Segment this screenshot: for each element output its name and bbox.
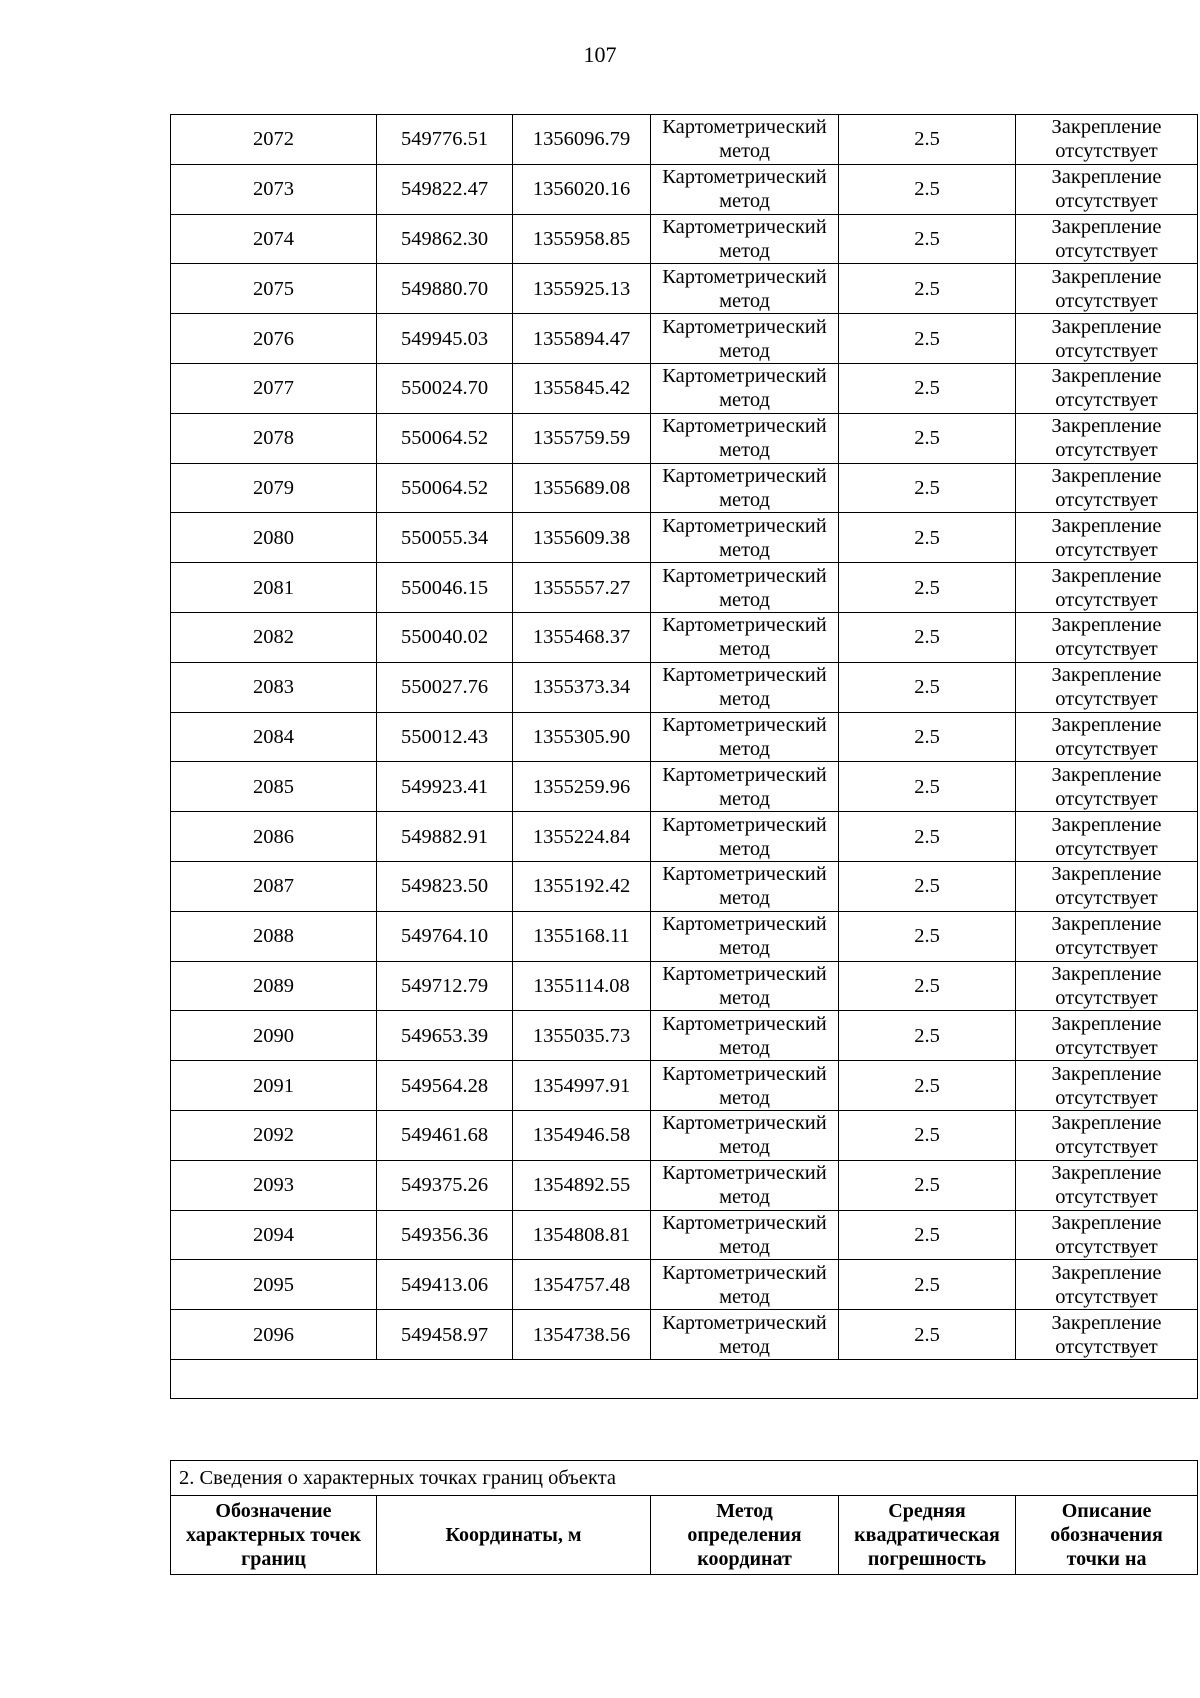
method-cell bbox=[651, 363, 839, 413]
description-cell-line: Закрепление bbox=[1051, 464, 1162, 487]
table-row bbox=[171, 712, 1198, 762]
method-cell bbox=[651, 1210, 839, 1260]
description-cell-line: Закрепление bbox=[1051, 215, 1162, 238]
point-id-cell: 2093 bbox=[171, 1160, 377, 1210]
description-cell-line: отсутствует bbox=[1055, 688, 1158, 711]
table-row bbox=[171, 363, 1198, 413]
header-point-line: границ bbox=[241, 1548, 306, 1570]
description-cell-line: Закрепление bbox=[1051, 913, 1162, 936]
table-row bbox=[171, 961, 1198, 1011]
table-row bbox=[171, 214, 1198, 264]
header-desc-line: Описание bbox=[1061, 1500, 1152, 1522]
method-cell-line: метод bbox=[719, 538, 770, 561]
point-id-cell: 2075 bbox=[171, 264, 377, 314]
accuracy-cell: 2.5 bbox=[839, 314, 1016, 364]
point-id-cell: 2083 bbox=[171, 662, 377, 712]
method-cell-line: Картометрический bbox=[662, 265, 827, 288]
method-cell-line: Картометрический bbox=[662, 813, 827, 836]
x-coordinate-cell: 549945.03 bbox=[377, 314, 513, 364]
method-cell-line: Картометрический bbox=[662, 1012, 827, 1035]
description-cell-line: отсутствует bbox=[1055, 339, 1158, 362]
accuracy-cell: 2.5 bbox=[839, 662, 1016, 712]
method-cell-line: Картометрический bbox=[662, 763, 827, 786]
accuracy-cell: 2.5 bbox=[839, 363, 1016, 413]
description-cell-line: Закрепление bbox=[1051, 1062, 1162, 1085]
description-cell bbox=[1016, 1110, 1198, 1160]
x-coordinate-cell: 550064.52 bbox=[377, 463, 513, 513]
method-cell bbox=[651, 612, 839, 662]
method-cell bbox=[651, 314, 839, 364]
description-cell bbox=[1016, 662, 1198, 712]
table-row bbox=[171, 911, 1198, 961]
x-coordinate-cell: 549653.39 bbox=[377, 1011, 513, 1061]
accuracy-cell: 2.5 bbox=[839, 961, 1016, 1011]
point-id-cell: 2074 bbox=[171, 214, 377, 264]
description-cell-line: Закрепление bbox=[1051, 1012, 1162, 1035]
method-cell-line: метод bbox=[719, 937, 770, 960]
method-cell-line: Картометрический bbox=[662, 614, 827, 637]
description-cell bbox=[1016, 1260, 1198, 1310]
method-cell-line: метод bbox=[719, 588, 770, 611]
x-coordinate-cell: 550027.76 bbox=[377, 662, 513, 712]
y-coordinate-cell: 1355114.08 bbox=[513, 961, 651, 1011]
header-point-line: Обозначение bbox=[215, 1500, 332, 1522]
y-coordinate-cell: 1354757.48 bbox=[513, 1260, 651, 1310]
header-desc-line: обозначения bbox=[1050, 1524, 1163, 1546]
header-accuracy bbox=[839, 1496, 1016, 1575]
method-cell bbox=[651, 712, 839, 762]
accuracy-cell: 2.5 bbox=[839, 563, 1016, 613]
method-cell-line: Картометрический bbox=[662, 215, 827, 238]
point-id-cell: 2096 bbox=[171, 1310, 377, 1360]
method-cell bbox=[651, 264, 839, 314]
description-cell-line: отсутствует bbox=[1055, 887, 1158, 910]
y-coordinate-cell: 1354738.56 bbox=[513, 1310, 651, 1360]
method-cell-line: метод bbox=[719, 787, 770, 810]
empty-cell bbox=[171, 1359, 1198, 1398]
method-cell-line: метод bbox=[719, 1186, 770, 1209]
method-cell-line: метод bbox=[719, 1136, 770, 1159]
y-coordinate-cell: 1355035.73 bbox=[513, 1011, 651, 1061]
accuracy-cell: 2.5 bbox=[839, 463, 1016, 513]
description-cell-line: отсутствует bbox=[1055, 1235, 1158, 1258]
description-cell bbox=[1016, 164, 1198, 214]
y-coordinate-cell: 1356096.79 bbox=[513, 115, 651, 165]
table-row bbox=[171, 1061, 1198, 1111]
accuracy-cell: 2.5 bbox=[839, 861, 1016, 911]
method-cell-line: Картометрический bbox=[662, 1211, 827, 1234]
description-cell bbox=[1016, 1160, 1198, 1210]
header-method-line: определения bbox=[687, 1524, 802, 1546]
accuracy-cell: 2.5 bbox=[839, 1210, 1016, 1260]
x-coordinate-cell: 549923.41 bbox=[377, 762, 513, 812]
description-cell-line: отсутствует bbox=[1055, 538, 1158, 561]
description-cell-line: отсутствует bbox=[1055, 937, 1158, 960]
y-coordinate-cell: 1355845.42 bbox=[513, 363, 651, 413]
description-cell bbox=[1016, 413, 1198, 463]
table-row bbox=[171, 1260, 1198, 1310]
section-2-title: 2. Сведения о характерных точках границ объекта bbox=[171, 1461, 1198, 1496]
description-cell bbox=[1016, 861, 1198, 911]
point-id-cell: 2089 bbox=[171, 961, 377, 1011]
header-desc-line: точки на bbox=[1066, 1548, 1147, 1570]
method-cell-line: метод bbox=[719, 339, 770, 362]
table-row bbox=[171, 413, 1198, 463]
method-cell bbox=[651, 115, 839, 165]
table-row bbox=[171, 812, 1198, 862]
method-cell-line: метод bbox=[719, 887, 770, 910]
description-cell-line: Закрепление bbox=[1051, 415, 1162, 438]
x-coordinate-cell: 549375.26 bbox=[377, 1160, 513, 1210]
y-coordinate-cell: 1355894.47 bbox=[513, 314, 651, 364]
description-cell-line: Закрепление bbox=[1051, 315, 1162, 338]
description-cell-line: отсутствует bbox=[1055, 837, 1158, 860]
description-cell-line: отсутствует bbox=[1055, 638, 1158, 661]
description-cell-line: отсутствует bbox=[1055, 588, 1158, 611]
table-row bbox=[171, 861, 1198, 911]
method-cell-line: Картометрический bbox=[662, 415, 827, 438]
point-id-cell: 2079 bbox=[171, 463, 377, 513]
y-coordinate-cell: 1355689.08 bbox=[513, 463, 651, 513]
method-cell-line: Картометрический bbox=[662, 166, 827, 189]
x-coordinate-cell: 549823.50 bbox=[377, 861, 513, 911]
description-cell bbox=[1016, 712, 1198, 762]
method-cell bbox=[651, 513, 839, 563]
accuracy-cell: 2.5 bbox=[839, 1260, 1016, 1310]
y-coordinate-cell: 1355557.27 bbox=[513, 563, 651, 613]
description-cell-line: отсутствует bbox=[1055, 1186, 1158, 1209]
y-coordinate-cell: 1355609.38 bbox=[513, 513, 651, 563]
y-coordinate-cell: 1356020.16 bbox=[513, 164, 651, 214]
description-cell-line: Закрепление bbox=[1051, 365, 1162, 388]
method-cell bbox=[651, 1310, 839, 1360]
method-cell-line: метод bbox=[719, 688, 770, 711]
header-coords: Координаты, м bbox=[377, 1496, 651, 1575]
method-cell bbox=[651, 1160, 839, 1210]
method-cell-line: метод bbox=[719, 1235, 770, 1258]
description-cell-line: Закрепление bbox=[1051, 614, 1162, 637]
method-cell bbox=[651, 911, 839, 961]
accuracy-cell: 2.5 bbox=[839, 712, 1016, 762]
description-cell-line: Закрепление bbox=[1051, 514, 1162, 537]
description-cell-line: Закрепление bbox=[1051, 713, 1162, 736]
description-cell-line: отсутствует bbox=[1055, 1335, 1158, 1358]
method-cell-line: метод bbox=[719, 190, 770, 213]
table-row bbox=[171, 1160, 1198, 1210]
description-cell-line: Закрепление bbox=[1051, 813, 1162, 836]
table-row bbox=[171, 1210, 1198, 1260]
method-cell-line: Картометрический bbox=[662, 564, 827, 587]
x-coordinate-cell: 549356.36 bbox=[377, 1210, 513, 1260]
table-row bbox=[171, 264, 1198, 314]
y-coordinate-cell: 1355958.85 bbox=[513, 214, 651, 264]
method-cell-line: метод bbox=[719, 1036, 770, 1059]
point-id-cell: 2092 bbox=[171, 1110, 377, 1160]
method-cell-line: Картометрический bbox=[662, 315, 827, 338]
description-cell-line: Закрепление bbox=[1051, 1162, 1162, 1185]
method-cell bbox=[651, 1110, 839, 1160]
accuracy-cell: 2.5 bbox=[839, 612, 1016, 662]
method-cell-line: метод bbox=[719, 239, 770, 262]
header-method-line: Метод bbox=[716, 1500, 773, 1522]
method-cell bbox=[651, 1011, 839, 1061]
description-cell bbox=[1016, 762, 1198, 812]
point-id-cell: 2095 bbox=[171, 1260, 377, 1310]
method-cell-line: метод bbox=[719, 389, 770, 412]
method-cell bbox=[651, 961, 839, 1011]
description-cell-line: Закрепление bbox=[1051, 564, 1162, 587]
description-cell-line: отсутствует bbox=[1055, 289, 1158, 312]
description-cell-line: отсутствует bbox=[1055, 439, 1158, 462]
accuracy-cell: 2.5 bbox=[839, 1160, 1016, 1210]
method-cell-line: Картометрический bbox=[662, 863, 827, 886]
x-coordinate-cell: 550024.70 bbox=[377, 363, 513, 413]
x-coordinate-cell: 549880.70 bbox=[377, 264, 513, 314]
description-cell bbox=[1016, 115, 1198, 165]
description-cell-line: отсутствует bbox=[1055, 787, 1158, 810]
table-row bbox=[171, 612, 1198, 662]
method-cell bbox=[651, 563, 839, 613]
y-coordinate-cell: 1355192.42 bbox=[513, 861, 651, 911]
method-cell-line: Картометрический bbox=[662, 962, 827, 985]
method-cell bbox=[651, 1061, 839, 1111]
table-row bbox=[171, 662, 1198, 712]
description-cell-line: Закрепление bbox=[1051, 863, 1162, 886]
method-cell bbox=[651, 214, 839, 264]
description-cell-line: отсутствует bbox=[1055, 389, 1158, 412]
method-cell-line: Картометрический bbox=[662, 913, 827, 936]
description-cell bbox=[1016, 612, 1198, 662]
header-point-line: характерных точек bbox=[185, 1524, 362, 1546]
x-coordinate-cell: 549458.97 bbox=[377, 1310, 513, 1360]
point-id-cell: 2088 bbox=[171, 911, 377, 961]
page-number: 107 bbox=[583, 42, 617, 67]
description-cell-line: Закрепление bbox=[1051, 962, 1162, 985]
method-cell bbox=[651, 812, 839, 862]
description-cell-line: отсутствует bbox=[1055, 190, 1158, 213]
description-cell-line: Закрепление bbox=[1051, 1112, 1162, 1135]
point-id-cell: 2077 bbox=[171, 363, 377, 413]
accuracy-cell: 2.5 bbox=[839, 1011, 1016, 1061]
method-cell bbox=[651, 463, 839, 513]
table-row bbox=[171, 463, 1198, 513]
x-coordinate-cell: 549712.79 bbox=[377, 961, 513, 1011]
point-id-cell: 2081 bbox=[171, 563, 377, 613]
table-row bbox=[171, 762, 1198, 812]
method-cell-line: Картометрический bbox=[662, 365, 827, 388]
description-cell-line: Закрепление bbox=[1051, 1211, 1162, 1234]
method-cell-line: метод bbox=[719, 638, 770, 661]
description-cell bbox=[1016, 363, 1198, 413]
method-cell-line: Картометрический bbox=[662, 464, 827, 487]
description-cell-line: отсутствует bbox=[1055, 1086, 1158, 1109]
y-coordinate-cell: 1355224.84 bbox=[513, 812, 651, 862]
y-coordinate-cell: 1354892.55 bbox=[513, 1160, 651, 1210]
description-cell-line: отсутствует bbox=[1055, 140, 1158, 163]
method-cell-line: Картометрический bbox=[662, 1162, 827, 1185]
description-cell-line: Закрепление bbox=[1051, 1311, 1162, 1334]
x-coordinate-cell: 549862.30 bbox=[377, 214, 513, 264]
description-cell-line: Закрепление bbox=[1051, 265, 1162, 288]
method-cell bbox=[651, 762, 839, 812]
x-coordinate-cell: 550012.43 bbox=[377, 712, 513, 762]
header-accuracy-line: Средняя bbox=[888, 1500, 966, 1522]
point-id-cell: 2082 bbox=[171, 612, 377, 662]
y-coordinate-cell: 1355468.37 bbox=[513, 612, 651, 662]
method-cell-line: Картометрический bbox=[662, 514, 827, 537]
table-row bbox=[171, 314, 1198, 364]
header-method bbox=[651, 1496, 839, 1575]
x-coordinate-cell: 550064.52 bbox=[377, 413, 513, 463]
accuracy-cell: 2.5 bbox=[839, 1310, 1016, 1360]
x-coordinate-cell: 550055.34 bbox=[377, 513, 513, 563]
method-cell bbox=[651, 662, 839, 712]
method-cell-line: метод bbox=[719, 439, 770, 462]
point-id-cell: 2072 bbox=[171, 115, 377, 165]
method-cell-line: метод bbox=[719, 140, 770, 163]
description-cell-line: отсутствует bbox=[1055, 488, 1158, 511]
accuracy-cell: 2.5 bbox=[839, 812, 1016, 862]
description-cell bbox=[1016, 1310, 1198, 1360]
x-coordinate-cell: 550040.02 bbox=[377, 612, 513, 662]
y-coordinate-cell: 1354997.91 bbox=[513, 1061, 651, 1111]
method-cell-line: Картометрический bbox=[662, 116, 827, 139]
description-cell bbox=[1016, 563, 1198, 613]
description-cell bbox=[1016, 513, 1198, 563]
point-id-cell: 2084 bbox=[171, 712, 377, 762]
description-cell-line: Закрепление bbox=[1051, 763, 1162, 786]
y-coordinate-cell: 1354946.58 bbox=[513, 1110, 651, 1160]
point-id-cell: 2094 bbox=[171, 1210, 377, 1260]
method-cell-line: Картометрический bbox=[662, 713, 827, 736]
point-id-cell: 2076 bbox=[171, 314, 377, 364]
accuracy-cell: 2.5 bbox=[839, 214, 1016, 264]
description-cell bbox=[1016, 314, 1198, 364]
method-cell-line: метод bbox=[719, 488, 770, 511]
table-row bbox=[171, 563, 1198, 613]
accuracy-cell: 2.5 bbox=[839, 1110, 1016, 1160]
description-cell-line: отсутствует bbox=[1055, 737, 1158, 760]
point-id-cell: 2086 bbox=[171, 812, 377, 862]
y-coordinate-cell: 1355373.34 bbox=[513, 662, 651, 712]
table-row bbox=[171, 1310, 1198, 1360]
method-cell-line: Картометрический bbox=[662, 1112, 827, 1135]
description-cell-line: отсутствует bbox=[1055, 1285, 1158, 1308]
description-cell-line: Закрепление bbox=[1051, 1261, 1162, 1284]
method-cell bbox=[651, 164, 839, 214]
accuracy-cell: 2.5 bbox=[839, 513, 1016, 563]
description-cell-line: отсутствует bbox=[1055, 239, 1158, 262]
description-cell-line: Закрепление bbox=[1051, 664, 1162, 687]
header-desc bbox=[1016, 1496, 1198, 1575]
method-cell-line: метод bbox=[719, 289, 770, 312]
description-cell bbox=[1016, 1011, 1198, 1061]
method-cell bbox=[651, 413, 839, 463]
x-coordinate-cell: 549764.10 bbox=[377, 911, 513, 961]
point-id-cell: 2085 bbox=[171, 762, 377, 812]
description-cell bbox=[1016, 961, 1198, 1011]
method-cell bbox=[651, 1260, 839, 1310]
table-row bbox=[171, 164, 1198, 214]
x-coordinate-cell: 549413.06 bbox=[377, 1260, 513, 1310]
y-coordinate-cell: 1355168.11 bbox=[513, 911, 651, 961]
table-row bbox=[171, 1011, 1198, 1061]
x-coordinate-cell: 549461.68 bbox=[377, 1110, 513, 1160]
header-point bbox=[171, 1496, 377, 1575]
header-accuracy-line: квадратическая bbox=[854, 1524, 1000, 1546]
method-cell-line: метод bbox=[719, 986, 770, 1009]
point-id-cell: 2078 bbox=[171, 413, 377, 463]
accuracy-cell: 2.5 bbox=[839, 264, 1016, 314]
y-coordinate-cell: 1354808.81 bbox=[513, 1210, 651, 1260]
description-cell-line: Закрепление bbox=[1051, 116, 1162, 139]
section-2-table bbox=[170, 1460, 1198, 1575]
description-cell-line: отсутствует bbox=[1055, 1036, 1158, 1059]
header-accuracy-line: погрешность bbox=[867, 1548, 987, 1570]
description-cell bbox=[1016, 264, 1198, 314]
point-id-cell: 2090 bbox=[171, 1011, 377, 1061]
description-cell-line: Закрепление bbox=[1051, 166, 1162, 189]
accuracy-cell: 2.5 bbox=[839, 164, 1016, 214]
accuracy-cell: 2.5 bbox=[839, 911, 1016, 961]
method-cell-line: Картометрический bbox=[662, 1062, 827, 1085]
description-cell-line: отсутствует bbox=[1055, 1136, 1158, 1159]
description-cell bbox=[1016, 1061, 1198, 1111]
method-cell-line: Картометрический bbox=[662, 664, 827, 687]
x-coordinate-cell: 550046.15 bbox=[377, 563, 513, 613]
y-coordinate-cell: 1355305.90 bbox=[513, 712, 651, 762]
x-coordinate-cell: 549882.91 bbox=[377, 812, 513, 862]
table-row bbox=[171, 1110, 1198, 1160]
point-id-cell: 2091 bbox=[171, 1061, 377, 1111]
point-id-cell: 2087 bbox=[171, 861, 377, 911]
method-cell-line: Картометрический bbox=[662, 1261, 827, 1284]
method-cell-line: метод bbox=[719, 737, 770, 760]
table-row bbox=[171, 513, 1198, 563]
method-cell-line: метод bbox=[719, 1335, 770, 1358]
description-cell-line: отсутствует bbox=[1055, 986, 1158, 1009]
table-row bbox=[171, 115, 1198, 165]
y-coordinate-cell: 1355925.13 bbox=[513, 264, 651, 314]
header-method-line: координат bbox=[697, 1548, 792, 1570]
point-id-cell: 2073 bbox=[171, 164, 377, 214]
point-id-cell: 2080 bbox=[171, 513, 377, 563]
x-coordinate-cell: 549776.51 bbox=[377, 115, 513, 165]
accuracy-cell: 2.5 bbox=[839, 115, 1016, 165]
method-cell bbox=[651, 861, 839, 911]
description-cell bbox=[1016, 463, 1198, 513]
x-coordinate-cell: 549822.47 bbox=[377, 164, 513, 214]
empty-row bbox=[171, 1359, 1198, 1398]
method-cell-line: метод bbox=[719, 837, 770, 860]
description-cell bbox=[1016, 1210, 1198, 1260]
method-cell-line: метод bbox=[719, 1285, 770, 1308]
x-coordinate-cell: 549564.28 bbox=[377, 1061, 513, 1111]
description-cell bbox=[1016, 911, 1198, 961]
y-coordinate-cell: 1355259.96 bbox=[513, 762, 651, 812]
method-cell-line: метод bbox=[719, 1086, 770, 1109]
accuracy-cell: 2.5 bbox=[839, 1061, 1016, 1111]
description-cell bbox=[1016, 812, 1198, 862]
points-table bbox=[170, 114, 1198, 1399]
accuracy-cell: 2.5 bbox=[839, 762, 1016, 812]
points-table-body bbox=[171, 115, 1198, 1360]
y-coordinate-cell: 1355759.59 bbox=[513, 413, 651, 463]
method-cell-line: Картометрический bbox=[662, 1311, 827, 1334]
description-cell bbox=[1016, 214, 1198, 264]
accuracy-cell: 2.5 bbox=[839, 413, 1016, 463]
